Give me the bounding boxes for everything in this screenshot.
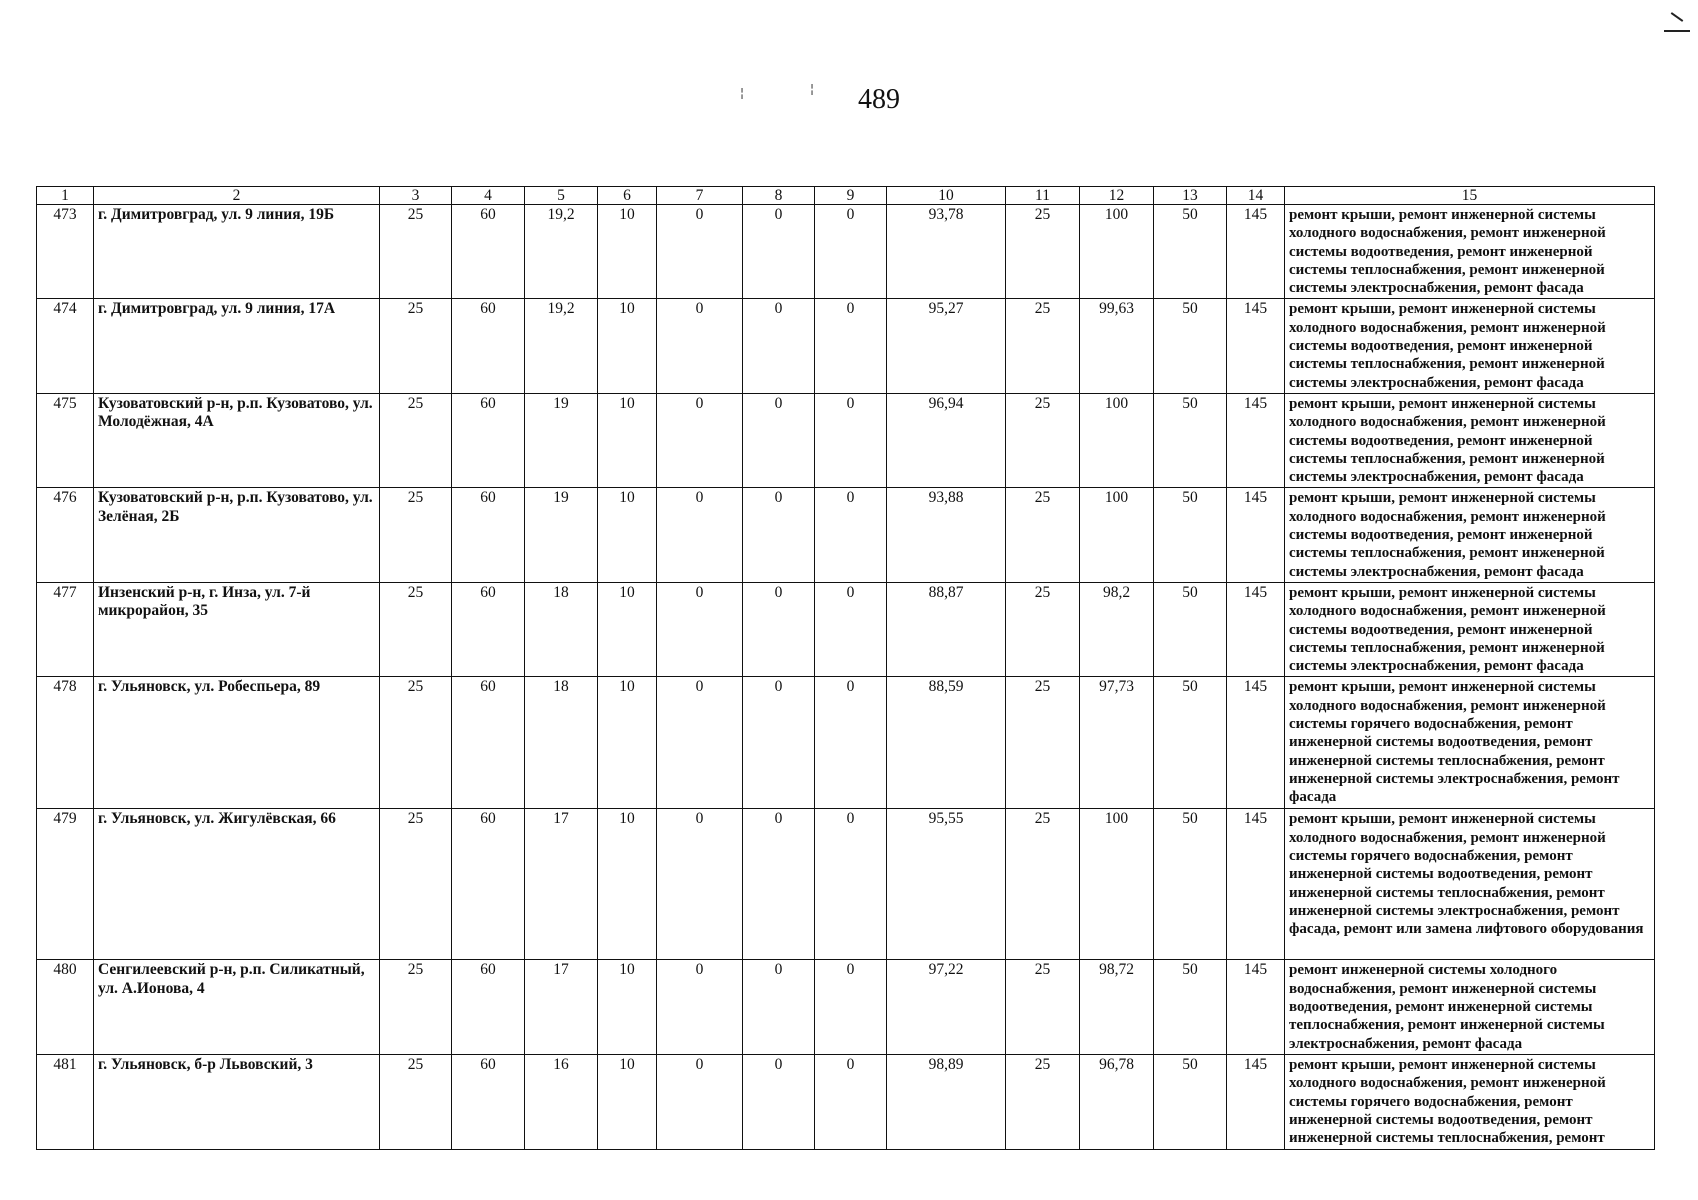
column-header-12: 12 [1080, 187, 1154, 205]
cell-address: г. Димитровград, ул. 9 линия, 19Б [94, 205, 380, 299]
cell-col-8: 0 [743, 299, 815, 393]
cell-col-4: 60 [452, 960, 525, 1054]
cell-col-4: 60 [452, 582, 525, 676]
cell-works-description: ремонт крыши, ремонт инженерной системы холодного водоснабжения, ремонт инженерной системы водоотведения, ремонт инженерной системы теплоснабжения, ремонт инженерной системы электроснабжения, ремонт фасада [1285, 205, 1655, 299]
table-row [37, 582, 1655, 676]
cell-row-number: 479 [37, 809, 94, 960]
cell-col-12: 100 [1080, 809, 1154, 960]
cell-col-11: 25 [1006, 809, 1080, 960]
cell-col-4: 60 [452, 677, 525, 809]
cell-col-3: 25 [380, 488, 452, 582]
cell-col-13: 50 [1154, 960, 1227, 1054]
cell-works-description: ремонт крыши, ремонт инженерной системы холодного водоснабжения, ремонт инженерной системы горячего водоснабжения, ремонт инженерной системы водоотведения, ремонт инженерной системы теплоснабжения, ремонт инженерной системы электроснабжения, ремонт фасада, ремонт или замена лифтового оборудования [1285, 809, 1655, 960]
cell-col-10: 93,88 [887, 488, 1006, 582]
cell-col-13: 50 [1154, 205, 1227, 299]
cell-col-14: 145 [1227, 488, 1285, 582]
cell-col-10: 95,55 [887, 809, 1006, 960]
cell-col-3: 25 [380, 582, 452, 676]
register-table [36, 186, 1655, 1150]
column-header-2: 2 [94, 187, 380, 205]
table-row [37, 299, 1655, 393]
cell-works-description: ремонт крыши, ремонт инженерной системы холодного водоснабжения, ремонт инженерной системы водоотведения, ремонт инженерной системы теплоснабжения, ремонт инженерной системы электроснабжения, ремонт фасада [1285, 299, 1655, 393]
cell-col-5: 16 [525, 1054, 598, 1149]
column-header-3: 3 [380, 187, 452, 205]
cell-col-7: 0 [657, 393, 743, 487]
cell-col-10: 95,27 [887, 299, 1006, 393]
cell-col-14: 145 [1227, 1054, 1285, 1149]
table-row [37, 677, 1655, 809]
cell-col-4: 60 [452, 1054, 525, 1149]
scan-artifact-left: ¦ [740, 86, 745, 100]
cell-col-4: 60 [452, 809, 525, 960]
cell-col-8: 0 [743, 393, 815, 487]
cell-address: г. Ульяновск, ул. Жигулёвская, 66 [94, 809, 380, 960]
cell-address: Инзенский р-н, г. Инза, ул. 7-й микрорайон, 35 [94, 582, 380, 676]
cell-col-11: 25 [1006, 393, 1080, 487]
cell-col-12: 99,63 [1080, 299, 1154, 393]
cell-col-10: 96,94 [887, 393, 1006, 487]
cell-col-13: 50 [1154, 677, 1227, 809]
column-number-header-row [37, 187, 1655, 205]
cell-col-12: 100 [1080, 205, 1154, 299]
table-row [37, 809, 1655, 960]
cell-row-number: 481 [37, 1054, 94, 1149]
cell-col-6: 10 [598, 205, 657, 299]
cell-col-5: 18 [525, 582, 598, 676]
cell-col-3: 25 [380, 393, 452, 487]
cell-col-3: 25 [380, 1054, 452, 1149]
cell-col-3: 25 [380, 677, 452, 809]
cell-address: Кузоватовский р-н, р.п. Кузоватово, ул. Молодёжная, 4А [94, 393, 380, 487]
cell-col-11: 25 [1006, 960, 1080, 1054]
cell-col-14: 145 [1227, 299, 1285, 393]
cell-col-11: 25 [1006, 582, 1080, 676]
cell-address: г. Ульяновск, б-р Львовский, 3 [94, 1054, 380, 1149]
cell-address: г. Ульяновск, ул. Робеспьера, 89 [94, 677, 380, 809]
cell-col-11: 25 [1006, 205, 1080, 299]
cell-col-5: 17 [525, 809, 598, 960]
cell-col-14: 145 [1227, 809, 1285, 960]
cell-col-5: 17 [525, 960, 598, 1054]
cell-col-14: 145 [1227, 205, 1285, 299]
cell-col-5: 18 [525, 677, 598, 809]
cell-works-description: ремонт инженерной системы холодного водоснабжения, ремонт инженерной системы водоотведения, ремонт инженерной системы теплоснабжения, ремонт инженерной системы электроснабжения, ремонт фасада [1285, 960, 1655, 1054]
cell-col-12: 98,72 [1080, 960, 1154, 1054]
cell-col-8: 0 [743, 1054, 815, 1149]
cell-col-4: 60 [452, 488, 525, 582]
cell-col-9: 0 [815, 393, 887, 487]
cell-col-7: 0 [657, 205, 743, 299]
column-header-10: 10 [887, 187, 1006, 205]
cell-works-description: ремонт крыши, ремонт инженерной системы холодного водоснабжения, ремонт инженерной системы горячего водоснабжения, ремонт инженерной системы водоотведения, ремонт инженерной системы теплоснабжения, ремонт инженерной системы электроснабжения, ремонт фасада [1285, 677, 1655, 809]
cell-col-10: 98,89 [887, 1054, 1006, 1149]
cell-col-6: 10 [598, 809, 657, 960]
cell-row-number: 473 [37, 205, 94, 299]
column-header-15: 15 [1285, 187, 1655, 205]
cell-col-9: 0 [815, 488, 887, 582]
cell-col-12: 100 [1080, 393, 1154, 487]
cell-col-7: 0 [657, 299, 743, 393]
cell-row-number: 478 [37, 677, 94, 809]
cell-col-14: 145 [1227, 393, 1285, 487]
cell-col-8: 0 [743, 809, 815, 960]
cell-col-12: 100 [1080, 488, 1154, 582]
cell-col-6: 10 [598, 393, 657, 487]
cell-col-11: 25 [1006, 299, 1080, 393]
cell-col-3: 25 [380, 809, 452, 960]
cell-col-10: 88,87 [887, 582, 1006, 676]
cell-col-10: 93,78 [887, 205, 1006, 299]
cell-col-8: 0 [743, 582, 815, 676]
cell-works-description: ремонт крыши, ремонт инженерной системы холодного водоснабжения, ремонт инженерной системы водоотведения, ремонт инженерной системы теплоснабжения, ремонт инженерной системы электроснабжения, ремонт фасада [1285, 488, 1655, 582]
cell-col-11: 25 [1006, 488, 1080, 582]
cell-col-6: 10 [598, 677, 657, 809]
cell-col-3: 25 [380, 205, 452, 299]
table-row [37, 488, 1655, 582]
table-row [37, 205, 1655, 299]
cell-col-8: 0 [743, 488, 815, 582]
cell-col-13: 50 [1154, 1054, 1227, 1149]
cell-col-6: 10 [598, 960, 657, 1054]
cell-col-12: 96,78 [1080, 1054, 1154, 1149]
cell-works-description: ремонт крыши, ремонт инженерной системы холодного водоснабжения, ремонт инженерной системы водоотведения, ремонт инженерной системы теплоснабжения, ремонт инженерной системы электроснабжения, ремонт фасада [1285, 393, 1655, 487]
cell-address: Сенгилеевский р-н, р.п. Силикатный, ул. А.Ионова, 4 [94, 960, 380, 1054]
cell-col-13: 50 [1154, 299, 1227, 393]
cell-col-14: 145 [1227, 582, 1285, 676]
cell-col-6: 10 [598, 299, 657, 393]
column-header-1: 1 [37, 187, 94, 205]
table-row [37, 1054, 1655, 1149]
table-row [37, 960, 1655, 1054]
cell-col-7: 0 [657, 960, 743, 1054]
cell-row-number: 477 [37, 582, 94, 676]
cell-col-6: 10 [598, 582, 657, 676]
cell-address: Кузоватовский р-н, р.п. Кузоватово, ул. Зелёная, 2Б [94, 488, 380, 582]
cell-col-12: 98,2 [1080, 582, 1154, 676]
column-header-9: 9 [815, 187, 887, 205]
column-header-8: 8 [743, 187, 815, 205]
cell-col-13: 50 [1154, 488, 1227, 582]
cell-col-9: 0 [815, 809, 887, 960]
cell-col-5: 19 [525, 393, 598, 487]
cell-col-11: 25 [1006, 1054, 1080, 1149]
corner-scan-mark [1664, 14, 1690, 32]
cell-works-description: ремонт крыши, ремонт инженерной системы холодного водоснабжения, ремонт инженерной системы горячего водоснабжения, ремонт инженерной системы водоотведения, ремонт инженерной системы теплоснабжения, ремонт [1285, 1054, 1655, 1149]
column-header-6: 6 [598, 187, 657, 205]
cell-col-5: 19,2 [525, 205, 598, 299]
cell-col-13: 50 [1154, 582, 1227, 676]
cell-col-9: 0 [815, 960, 887, 1054]
cell-col-14: 145 [1227, 677, 1285, 809]
cell-col-13: 50 [1154, 809, 1227, 960]
cell-col-13: 50 [1154, 393, 1227, 487]
cell-col-9: 0 [815, 1054, 887, 1149]
cell-row-number: 476 [37, 488, 94, 582]
cell-col-5: 19,2 [525, 299, 598, 393]
table-row [37, 393, 1655, 487]
cell-col-7: 0 [657, 582, 743, 676]
cell-col-6: 10 [598, 1054, 657, 1149]
cell-col-7: 0 [657, 677, 743, 809]
cell-col-8: 0 [743, 677, 815, 809]
cell-col-8: 0 [743, 205, 815, 299]
cell-col-9: 0 [815, 205, 887, 299]
cell-col-10: 97,22 [887, 960, 1006, 1054]
cell-row-number: 475 [37, 393, 94, 487]
cell-col-6: 10 [598, 488, 657, 582]
cell-row-number: 480 [37, 960, 94, 1054]
cell-col-4: 60 [452, 205, 525, 299]
cell-col-14: 145 [1227, 960, 1285, 1054]
table-body [37, 205, 1655, 1150]
cell-col-12: 97,73 [1080, 677, 1154, 809]
column-header-14: 14 [1227, 187, 1285, 205]
cell-col-7: 0 [657, 809, 743, 960]
cell-col-7: 0 [657, 488, 743, 582]
column-header-4: 4 [452, 187, 525, 205]
cell-col-9: 0 [815, 677, 887, 809]
cell-col-5: 19 [525, 488, 598, 582]
cell-col-8: 0 [743, 960, 815, 1054]
scan-artifact-right: ¦ [810, 82, 815, 96]
cell-address: г. Димитровград, ул. 9 линия, 17А [94, 299, 380, 393]
cell-col-11: 25 [1006, 677, 1080, 809]
cell-col-4: 60 [452, 299, 525, 393]
cell-col-3: 25 [380, 299, 452, 393]
cell-col-7: 0 [657, 1054, 743, 1149]
cell-col-3: 25 [380, 960, 452, 1054]
cell-col-4: 60 [452, 393, 525, 487]
column-header-7: 7 [657, 187, 743, 205]
cell-col-10: 88,59 [887, 677, 1006, 809]
cell-works-description: ремонт крыши, ремонт инженерной системы холодного водоснабжения, ремонт инженерной системы водоотведения, ремонт инженерной системы теплоснабжения, ремонт инженерной системы электроснабжения, ремонт фасада [1285, 582, 1655, 676]
column-header-5: 5 [525, 187, 598, 205]
cell-row-number: 474 [37, 299, 94, 393]
cell-col-9: 0 [815, 582, 887, 676]
column-header-13: 13 [1154, 187, 1227, 205]
cell-col-9: 0 [815, 299, 887, 393]
column-header-11: 11 [1006, 187, 1080, 205]
page-number: 489 [858, 84, 900, 115]
